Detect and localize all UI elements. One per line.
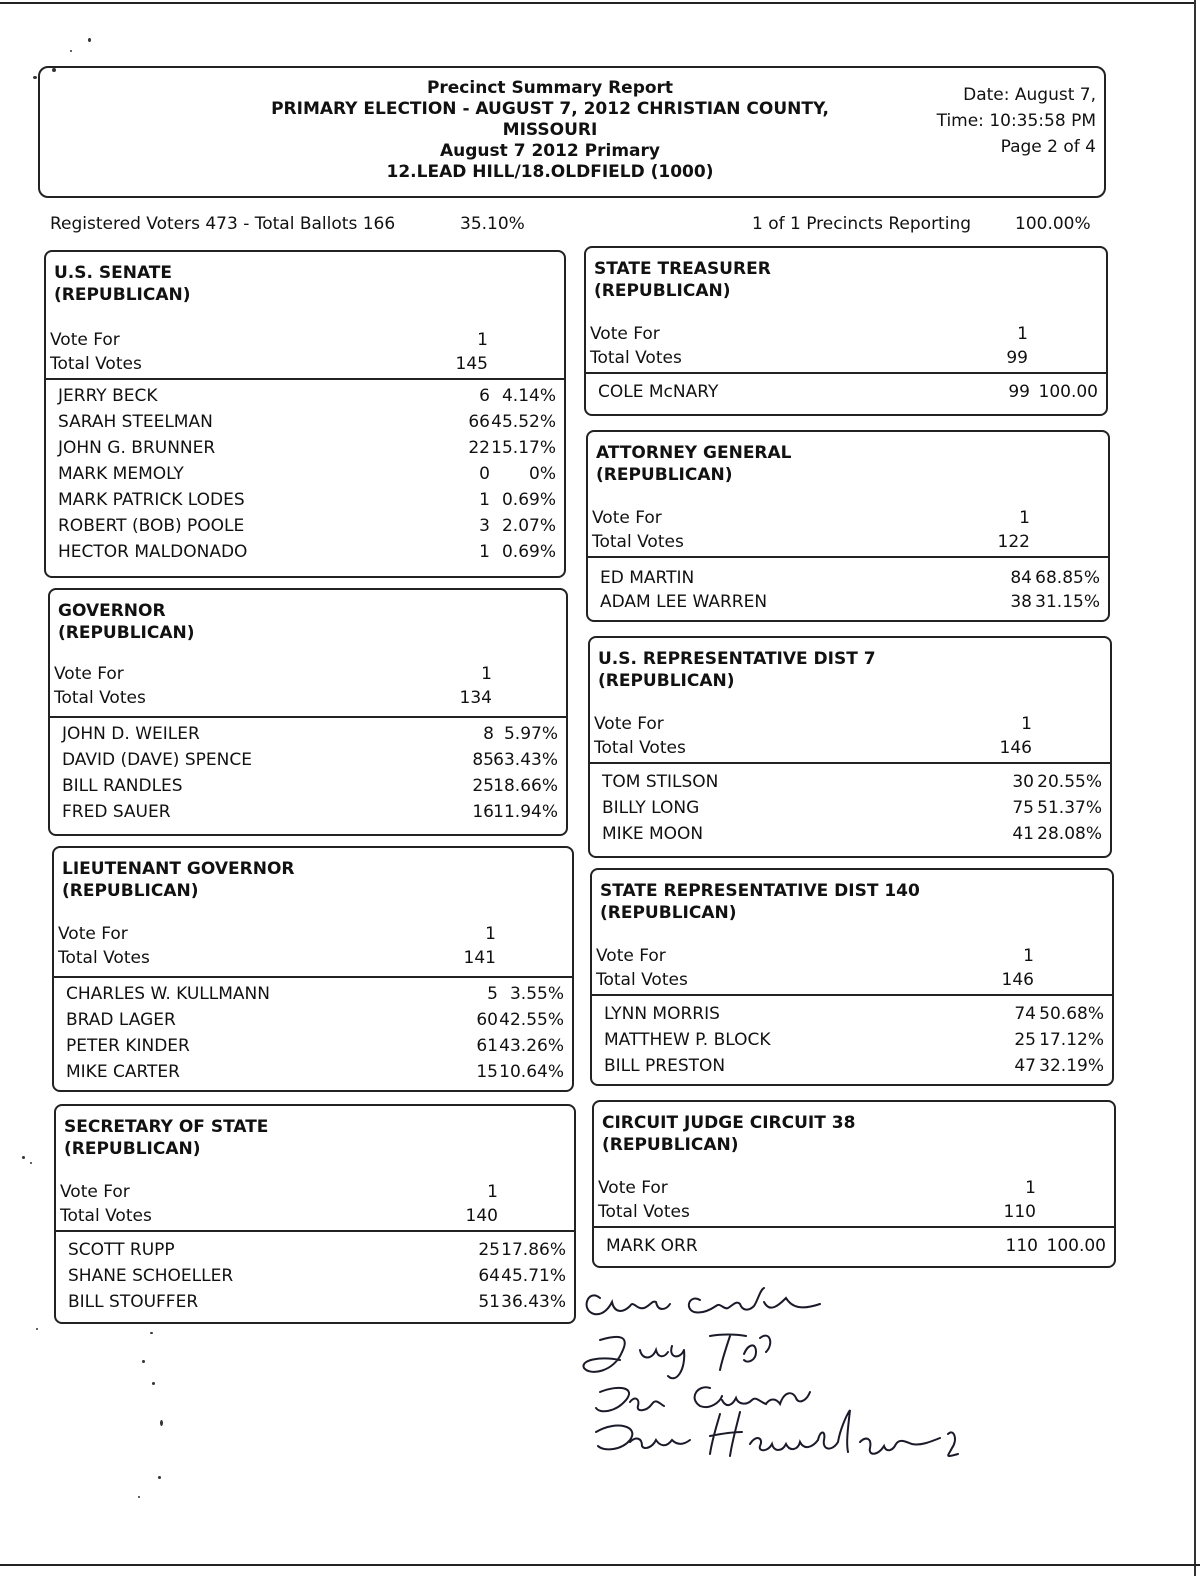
vote-for-label: Vote For [54,664,124,684]
candidate-row [68,1240,574,1266]
page-border-bottom [0,1564,1200,1566]
candidate-row [598,382,1106,408]
race-party: (REPUBLICAN) [596,465,733,485]
candidate-row [58,438,564,464]
vote-for-row [590,508,1108,532]
candidate-name: COLE McNARY [598,382,719,402]
scan-speck [36,1328,38,1330]
race-divider [594,1226,1114,1228]
candidate-name: MARK PATRICK LODES [58,490,245,510]
candidate-votes: 5 [487,984,498,1004]
candidate-percent: 4.14% [501,386,556,406]
candidate-name: MARK MEMOLY [58,464,184,484]
race-us-representative-dist-7 [588,636,1112,858]
page-number: Page 2 of 4 [1000,137,1096,157]
total-votes-row [590,532,1108,556]
turnout-percent: 35.10% [460,214,525,234]
total-votes-value: 122 [997,532,1030,552]
total-votes-value: 145 [455,354,488,374]
candidate-percent: 100.00 [1046,1236,1106,1256]
candidate-votes: 41 [1012,824,1034,844]
total-votes-value: 110 [1003,1202,1036,1222]
total-votes-value: 146 [999,738,1032,758]
scan-speck [160,1420,163,1426]
scan-speck [150,1332,153,1334]
candidate-votes: 6 [479,386,490,406]
precinct-name: 12.LEAD HILL/18.OLDFIELD (1000) [386,162,714,182]
candidate-row [600,568,1108,594]
candidate-votes: 51 [478,1292,500,1312]
candidate-percent: 45.52% [491,412,556,432]
race-party: (REPUBLICAN) [54,285,191,305]
candidate-name: HECTOR MALDONADO [58,542,248,562]
scan-speck [22,1156,25,1159]
candidate-votes: 66 [468,412,490,432]
race-office: U.S. REPRESENTATIVE DIST 7 [598,649,876,669]
race-office: GOVERNOR [58,601,166,621]
candidate-votes: 30 [1012,772,1034,792]
candidate-row [62,724,566,750]
candidate-row [62,776,566,802]
race-title [62,858,295,902]
candidate-votes: 22 [468,438,490,458]
candidate-name: JOHN G. BRUNNER [58,438,216,458]
candidate-name: JOHN D. WEILER [62,724,200,744]
report-header [38,66,1106,198]
vote-for-value: 1 [1025,1178,1036,1198]
scan-speck [158,1476,161,1479]
race-attorney-general [586,430,1110,622]
race-divider [588,556,1108,558]
candidate-votes: 75 [1012,798,1034,818]
primary-name: August 7 2012 Primary [440,141,660,161]
vote-for-value: 1 [1021,714,1032,734]
candidate-percent: 2.07% [501,516,556,536]
total-votes-value: 141 [463,948,496,968]
race-us-senate [44,250,566,578]
page-border-top [0,2,1196,4]
candidate-name: BRAD LAGER [66,1010,176,1030]
race-divider [56,1230,574,1232]
scan-speck [138,1496,140,1498]
candidate-votes: 110 [1005,1236,1038,1256]
candidate-name: BILL RANDLES [62,776,183,796]
candidate-name: ADAM LEE WARREN [600,592,768,612]
candidate-row [606,1236,1114,1262]
total-votes-label: Total Votes [594,738,686,758]
scan-speck [70,50,72,52]
total-votes-value: 134 [459,688,492,708]
race-title [54,262,190,306]
candidate-row [66,1062,572,1088]
vote-for-label: Vote For [594,714,664,734]
signature-2 [583,1335,770,1379]
total-votes-value: 99 [1006,348,1028,368]
vote-for-row [588,324,1106,348]
race-party: (REPUBLICAN) [64,1139,201,1159]
candidate-row [602,772,1110,798]
race-divider [586,372,1106,374]
scan-speck [152,1382,155,1385]
race-divider [46,378,564,380]
race-title [594,258,771,302]
candidate-name: SHANE SCHOELLER [68,1266,234,1286]
vote-for-value: 1 [487,1182,498,1202]
candidate-percent: 20.55% [1037,772,1102,792]
page-border-right [1194,0,1196,1576]
candidate-row [66,1036,572,1062]
candidate-name: MATTHEW P. BLOCK [604,1030,771,1050]
candidate-name: BILL PRESTON [604,1056,726,1076]
vote-for-row [56,924,572,948]
total-votes-label: Total Votes [58,948,150,968]
scan-speck [142,1360,145,1363]
candidate-votes: 64 [478,1266,500,1286]
candidate-row [66,984,572,1010]
total-votes-label: Total Votes [60,1206,152,1226]
scan-speck [52,68,56,72]
scan-speck [88,38,91,42]
signature-1 [587,1288,820,1314]
total-votes-label: Total Votes [592,532,684,552]
candidate-percent: 50.68% [1039,1004,1104,1024]
race-divider [50,716,566,718]
total-votes-label: Total Votes [596,970,688,990]
total-votes-value: 140 [465,1206,498,1226]
candidate-percent: 100.00 [1038,382,1098,402]
candidate-row [604,1056,1112,1082]
vote-for-label: Vote For [590,324,660,344]
race-party: (REPUBLICAN) [602,1135,739,1155]
candidate-percent: 63.43% [493,750,558,770]
race-party: (REPUBLICAN) [62,881,199,901]
candidate-percent: 0.69% [501,490,556,510]
candidate-votes: 84 [1010,568,1032,588]
candidate-votes: 99 [1008,382,1030,402]
candidate-percent: 17.12% [1039,1030,1104,1050]
vote-for-value: 1 [477,330,488,350]
total-votes-label: Total Votes [54,688,146,708]
race-state-treasurer [584,246,1108,416]
candidate-votes: 38 [1010,592,1032,612]
candidate-votes: 25 [472,776,494,796]
race-office: STATE TREASURER [594,259,771,279]
candidate-name: DAVID (DAVE) SPENCE [62,750,252,770]
race-party: (REPUBLICAN) [600,903,737,923]
candidate-votes: 85 [472,750,494,770]
header-meta [906,82,1096,160]
candidate-row [604,1030,1112,1056]
total-votes-row [48,354,564,378]
vote-for-label: Vote For [60,1182,130,1202]
race-party: (REPUBLICAN) [598,671,735,691]
vote-for-value: 1 [481,664,492,684]
candidate-percent: 5.97% [503,724,558,744]
race-state-representative-dist-140 [590,868,1114,1086]
candidate-percent: 11.94% [493,802,558,822]
header-title-block [230,78,870,183]
total-votes-row [52,688,566,712]
candidate-name: SARAH STEELMAN [58,412,213,432]
candidate-percent: 45.71% [501,1266,566,1286]
race-office: SECRETARY OF STATE [64,1117,269,1137]
candidate-name: BILLY LONG [602,798,700,818]
total-votes-value: 146 [1001,970,1034,990]
report-title: Precinct Summary Report [426,78,674,98]
candidate-percent: 42.55% [499,1010,564,1030]
race-circuit-judge-circuit-38 [592,1100,1116,1268]
candidate-name: JERRY BECK [58,386,158,406]
candidate-row [66,1010,572,1036]
vote-for-row [594,946,1112,970]
candidate-votes: 15 [476,1062,498,1082]
total-votes-label: Total Votes [50,354,142,374]
report-date: Date: August 7, [963,85,1096,105]
candidate-votes: 3 [479,516,490,536]
vote-for-value: 1 [1017,324,1028,344]
precincts-reporting-percent: 100.00% [1015,214,1091,234]
total-votes-label: Total Votes [598,1202,690,1222]
race-office: STATE REPRESENTATIVE DIST 140 [600,881,920,901]
candidate-name: ED MARTIN [600,568,695,588]
total-votes-row [592,738,1110,762]
race-title [602,1112,855,1156]
candidate-row [604,1004,1112,1030]
race-party: (REPUBLICAN) [58,623,195,643]
candidate-percent: 0% [529,464,556,484]
candidate-name: LYNN MORRIS [604,1004,720,1024]
candidate-row [58,542,564,568]
precincts-reporting: 1 of 1 Precincts Reporting [752,214,972,234]
race-divider [592,994,1112,996]
candidate-votes: 25 [478,1240,500,1260]
candidate-row [58,412,564,438]
race-governor [48,588,568,836]
candidate-name: MIKE CARTER [66,1062,180,1082]
candidate-votes: 74 [1014,1004,1036,1024]
candidate-row [58,516,564,542]
candidate-percent: 17.86% [501,1240,566,1260]
signature-3 [596,1387,810,1411]
race-office: LIEUTENANT GOVERNOR [62,859,295,879]
race-office: ATTORNEY GENERAL [596,443,792,463]
vote-for-label: Vote For [598,1178,668,1198]
candidate-row [58,490,564,516]
candidate-name: FRED SAUER [62,802,171,822]
candidate-name: SCOTT RUPP [68,1240,175,1260]
candidate-name: ROBERT (BOB) POOLE [58,516,245,536]
candidate-percent: 28.08% [1037,824,1102,844]
candidate-row [600,592,1108,618]
candidate-row [602,798,1110,824]
candidate-percent: 31.15% [1035,592,1100,612]
signature-block [560,1280,980,1500]
candidate-percent: 18.66% [493,776,558,796]
candidate-votes: 61 [476,1036,498,1056]
candidate-row [58,464,564,490]
scan-speck [33,76,37,79]
candidate-percent: 15.17% [491,438,556,458]
candidate-votes: 1 [479,542,490,562]
vote-for-value: 1 [485,924,496,944]
vote-for-row [592,714,1110,738]
race-office: U.S. SENATE [54,263,173,283]
candidate-row [58,386,564,412]
vote-for-label: Vote For [58,924,128,944]
candidate-name: MARK ORR [606,1236,698,1256]
candidate-percent: 0.69% [501,542,556,562]
vote-for-label: Vote For [596,946,666,966]
candidate-votes: 0 [479,464,490,484]
registered-voters: Registered Voters 473 - Total Ballots 166 [50,214,396,234]
race-secretary-of-state [54,1104,576,1324]
vote-for-value: 1 [1019,508,1030,528]
total-votes-row [58,1206,574,1230]
total-votes-row [594,970,1112,994]
candidate-votes: 25 [1014,1030,1036,1050]
vote-for-row [52,664,566,688]
vote-for-value: 1 [1023,946,1034,966]
candidate-votes: 1 [479,490,490,510]
candidate-percent: 3.55% [509,984,564,1004]
race-lieutenant-governor [52,846,574,1092]
candidate-percent: 32.19% [1039,1056,1104,1076]
race-party: (REPUBLICAN) [594,281,731,301]
candidate-percent: 43.26% [499,1036,564,1056]
race-divider [590,762,1110,764]
total-votes-row [596,1202,1114,1226]
race-title [598,648,876,692]
candidate-row [62,802,566,828]
candidate-percent: 51.37% [1037,798,1102,818]
vote-for-row [58,1182,574,1206]
candidate-name: TOM STILSON [602,772,719,792]
report-time: Time: 10:35:58 PM [936,111,1096,131]
vote-for-label: Vote For [592,508,662,528]
candidate-name: PETER KINDER [66,1036,190,1056]
candidate-votes: 47 [1014,1056,1036,1076]
race-title [600,880,920,924]
race-title [64,1116,268,1160]
scan-speck [30,1162,32,1164]
election-name-line1: PRIMARY ELECTION - AUGUST 7, 2012 CHRISTIAN COUNTY, [271,99,829,119]
race-office: CIRCUIT JUDGE CIRCUIT 38 [602,1113,856,1133]
candidate-row [62,750,566,776]
candidate-name: BILL STOUFFER [68,1292,199,1312]
race-divider [54,976,572,978]
total-votes-row [56,948,572,972]
candidate-row [68,1266,574,1292]
candidate-percent: 68.85% [1035,568,1100,588]
race-title [596,442,792,486]
candidate-name: MIKE MOON [602,824,704,844]
candidate-votes: 60 [476,1010,498,1030]
candidate-name: CHARLES W. KULLMANN [66,984,270,1004]
vote-for-label: Vote For [50,330,120,350]
vote-for-row [48,330,564,354]
race-title [58,600,194,644]
election-name-line2: MISSOURI [502,120,598,140]
vote-for-row [596,1178,1114,1202]
total-votes-label: Total Votes [590,348,682,368]
candidate-row [68,1292,574,1318]
signature-4 [596,1410,958,1456]
candidate-votes: 16 [472,802,494,822]
candidate-votes: 8 [483,724,494,744]
candidate-row [602,824,1110,850]
candidate-percent: 36.43% [501,1292,566,1312]
total-votes-row [588,348,1106,372]
candidate-percent: 10.64% [499,1062,564,1082]
